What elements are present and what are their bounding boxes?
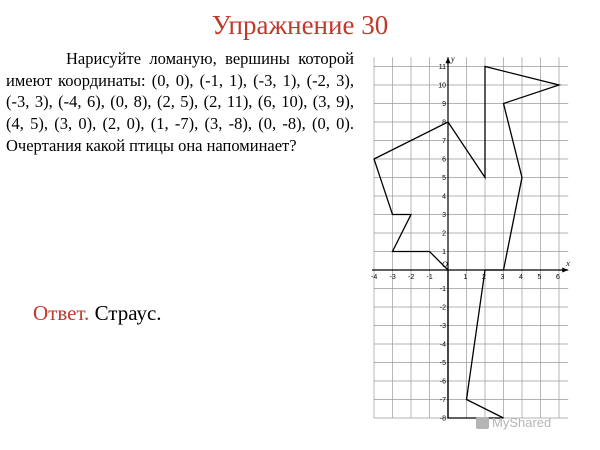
x-tick-label: -1	[426, 274, 433, 281]
y-tick-label: -2	[439, 304, 446, 312]
coordinate-plane	[360, 52, 576, 424]
y-tick-label: -1	[439, 286, 446, 293]
slide-title: Упражнение 30	[211, 10, 389, 40]
x-tick-label: 3	[500, 274, 505, 281]
x-tick-label: -4	[371, 274, 378, 281]
y-tick-label: 9	[442, 101, 446, 108]
task-text: Нарисуйте ломаную, вершины которой имеют координаты: (0, 0), (-1, 1), (-3, 1), (-2, 3), (-3, 3), (-4, 6), (0, 8), (2, 5), (2, 11), (6, 10), (3, 9), (4, 5), (3, 0), (2, 0), (1, -7), (3, -8), (0, -8), (0, 0). Очертания какой птицы она напоминает?	[6, 49, 354, 155]
axes	[372, 57, 568, 418]
x-axis-arrow	[562, 268, 568, 273]
y-tick-label: -6	[439, 378, 446, 386]
origin-label: O	[442, 260, 448, 269]
x-axis-label: x	[566, 259, 570, 268]
y-tick-label: 8	[442, 119, 446, 127]
x-tick-label: 4	[519, 274, 523, 281]
y-tick-label: -4	[439, 341, 446, 349]
y-tick-label: 3	[442, 212, 446, 219]
y-tick-label: 7	[442, 138, 446, 145]
watermark	[476, 415, 551, 430]
x-tick-label: -3	[389, 274, 396, 281]
y-tick-label: 11	[438, 64, 446, 71]
x-tick-label: 1	[463, 274, 468, 281]
y-tick-label: -3	[439, 323, 446, 330]
y-tick-label: -8	[439, 415, 446, 423]
answer-value: Страус.	[94, 301, 162, 325]
y-tick-label: 2	[442, 230, 446, 238]
y-tick-label: 6	[442, 156, 446, 164]
x-tick-label: 6	[556, 274, 560, 281]
y-tick-label: 1	[442, 249, 446, 256]
answer-line	[33, 301, 162, 326]
y-axis-arrow	[446, 57, 451, 63]
y-tick-label: -5	[439, 360, 446, 367]
presentation-icon	[476, 417, 489, 429]
y-tick-label: 10	[438, 82, 446, 90]
answer-label: Ответ.	[33, 301, 90, 325]
x-tick-label: 5	[537, 274, 542, 281]
y-tick-label: 4	[442, 193, 446, 201]
y-tick-label: 5	[442, 175, 446, 182]
watermark-text: MyShared	[492, 415, 552, 430]
y-tick-label: -7	[439, 397, 446, 404]
x-tick-label: 2	[482, 274, 486, 281]
x-tick-label: -2	[408, 274, 415, 281]
y-axis-label: y	[451, 54, 455, 64]
